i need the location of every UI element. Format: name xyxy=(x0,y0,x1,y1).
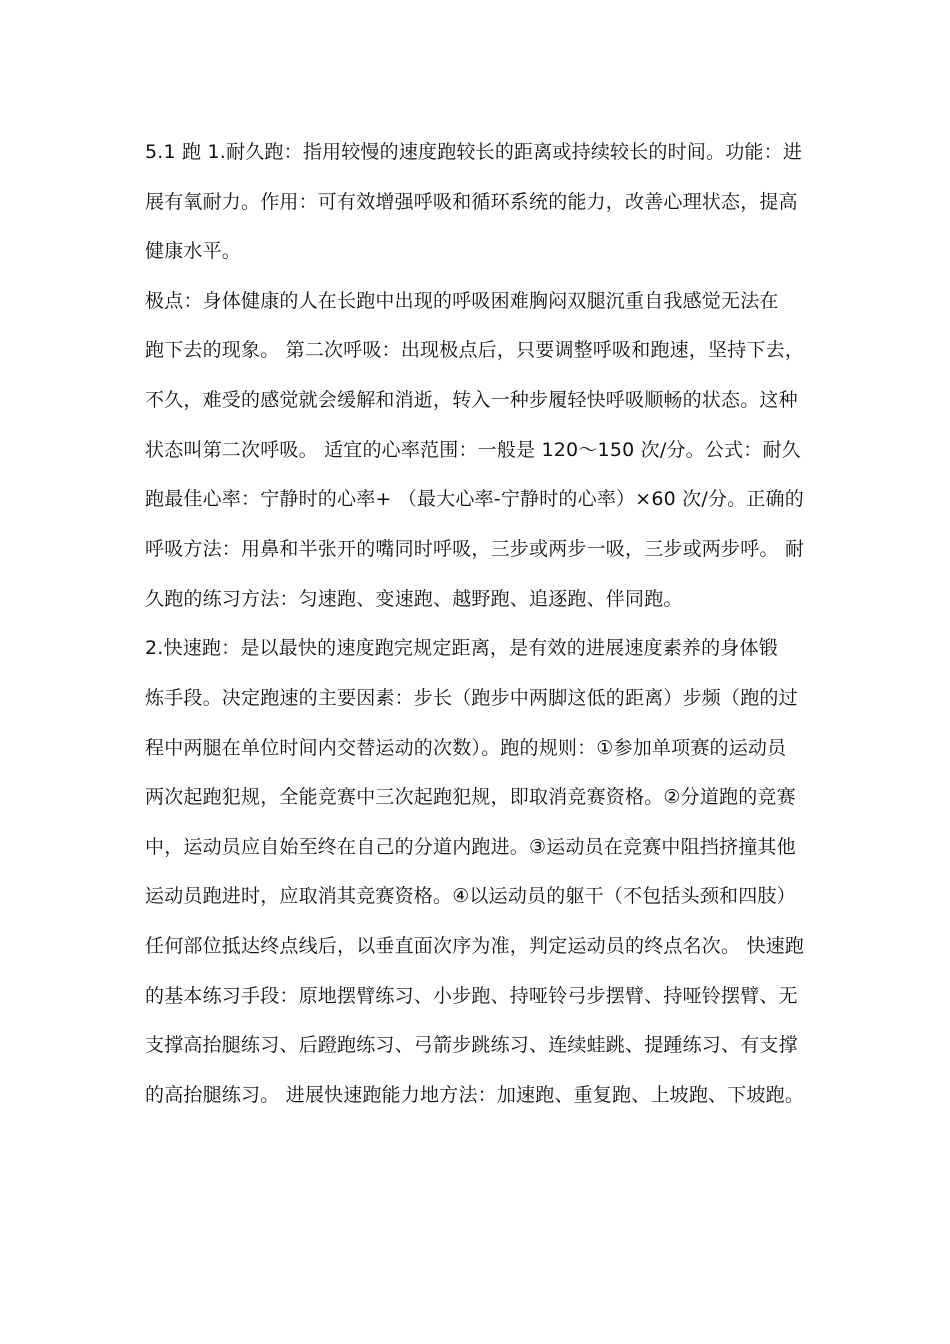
paragraph-line: 炼手段。决定跑速的主要因素：步长（跑步中两脚这低的距离）步频（跑的过 xyxy=(145,687,798,709)
paragraph-line: 的基本练习手段：原地摆臂练习、小步跑、持哑铃弓步摆臂、持哑铃摆臂、无 xyxy=(145,985,798,1007)
paragraph-line: 运动员跑进时，应取消其竞赛资格。④以运动员的躯干（不包括头颈和四肢） xyxy=(145,885,796,907)
paragraph-line: 久跑的练习方法：匀速跑、变速跑、越野跑、追逐跑、伴同跑。 xyxy=(145,588,683,610)
paragraph-line: 展有氧耐力。作用：可有效增强呼吸和循环系统的能力，改善心理状态，提高 xyxy=(145,191,798,213)
paragraph-line: 状态叫第二次呼吸。 适宜的心率范围：一般是 120～150 次/分。公式：耐久 xyxy=(145,439,801,461)
paragraph-line: 任何部位抵达终点线后，以垂直面次序为准，判定运动员的终点名次。 快速跑 xyxy=(145,935,805,957)
paragraph-line: 支撑高抬腿练习、后蹬跑练习、弓箭步跳练习、连续蛙跳、提踵练习、有支撑 xyxy=(145,1034,798,1056)
paragraph-line: 两次起跑犯规，全能竞赛中三次起跑犯规，即取消竞赛资格。②分道跑的竞赛 xyxy=(145,786,796,808)
paragraph-line: 不久，难受的感觉就会缓解和消逝，转入一种步履轻快呼吸顺畅的状态。这种 xyxy=(145,389,798,411)
paragraph-line: 跑最佳心率：宁静时的心率+ （最大心率-宁静时的心率）×60 次/分。正确的 xyxy=(145,488,804,510)
paragraph-line: 极点：身体健康的人在长跑中出现的呼吸困难胸闷双腿沉重自我感觉无法在 xyxy=(145,290,779,312)
paragraph-line: 健康水平。 xyxy=(145,240,242,262)
paragraph-line: 2.快速跑：是以最快的速度跑完规定距离，是有效的进展速度素养的身体锻 xyxy=(145,637,778,659)
paragraph-line: 呼吸方法：用鼻和半张开的嘴同时呼吸，三步或两步一吸，三步或两步呼。 耐 xyxy=(145,538,805,560)
paragraph-line: 跑下去的现象。 第二次呼吸：出现极点后，只要调整呼吸和跑速，坚持下去， xyxy=(145,339,805,361)
paragraph-line: 程中两腿在单位时间内交替运动的次数）。跑的规则：①参加单项赛的运动员 xyxy=(145,737,787,759)
paragraph-line: 中，运动员应自始至终在自己的分道内跑进。③运动员在竞赛中阻挡挤撞其他 xyxy=(145,836,796,858)
paragraph-line: 的高抬腿练习。 进展快速跑能力地方法：加速跑、重复跑、上坡跑、下坡跑。 xyxy=(145,1084,805,1106)
paragraph-line: 5.1 跑 1.耐久跑：指用较慢的速度跑较长的距离或持续较长的时间。功能：进 xyxy=(145,141,803,163)
